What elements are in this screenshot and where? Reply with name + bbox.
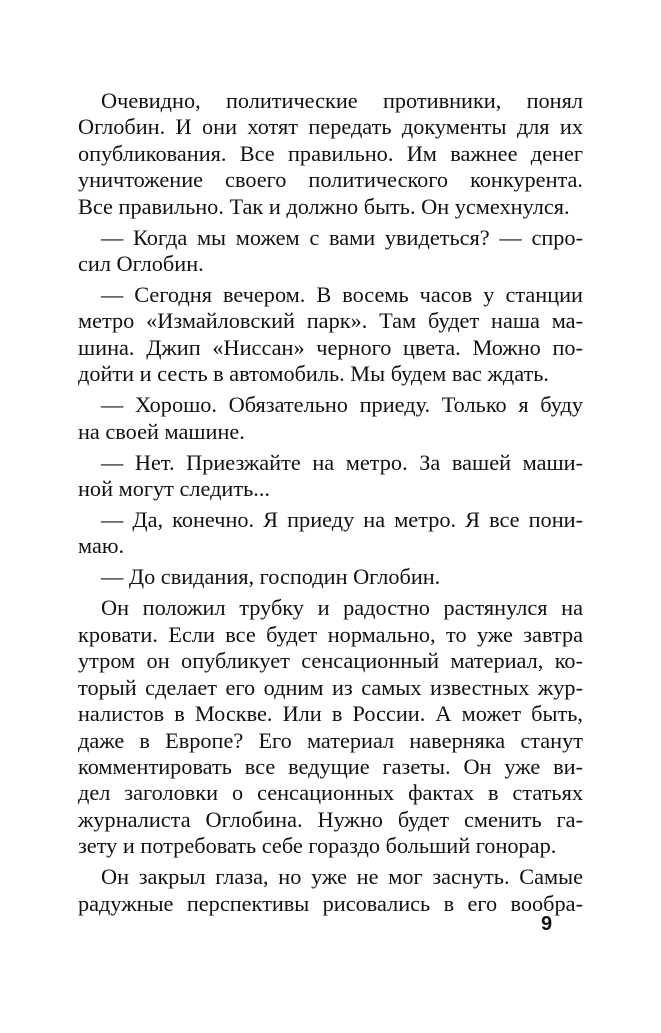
text-line: Оглобин. И они хотят передать документы для их [78, 114, 583, 140]
paragraph [78, 450, 583, 503]
text-line: ной могут следить... [78, 476, 270, 502]
text-line: на своей машине. [78, 418, 245, 444]
paragraph [78, 88, 583, 220]
text-line: уничтожение своего политического конкурента. [78, 167, 583, 193]
text-line: маю. [78, 533, 125, 559]
paragraph [78, 282, 583, 388]
text-line: дел заголовки о сенсационных фактах в статьях [78, 780, 583, 806]
text-line: журналиста Оглобина. Нужно будет сменить га- [78, 806, 583, 832]
text-line: — Хорошо. Обязательно приеду. Только я буду [101, 392, 583, 418]
text-line: зету и потребовать себе гораздо больший гонорар. [78, 833, 557, 859]
text-line: — Нет. Приезжайте на метро. За вашей маши- [101, 449, 583, 475]
text-line: сил Оглобин. [78, 251, 204, 277]
text-line: — Когда мы можем с вами увидеться? — спро- [101, 224, 583, 250]
text-line: опубликования. Все правильно. Им важнее денег [78, 140, 583, 166]
text-line: метро «Измайловский парк». Там будет наша ма- [78, 308, 583, 334]
text-line: — Да, конечно. Я приеду на метро. Я все пони- [101, 507, 583, 533]
text-line: Очевидно, политические противники, понял [101, 88, 583, 113]
text-line: кровати. Если все будет нормально, то уже завтра [78, 621, 583, 647]
page-number: 9 [541, 913, 553, 935]
text-line: Он закрыл глаза, но уже не мог заснуть. Самые [101, 864, 583, 890]
paragraph [78, 392, 583, 445]
text-line: Все правильно. Так и должно быть. Он усмехнулся. [78, 193, 570, 219]
text-line: шина. Джип «Ниссан» черного цвета. Можно по- [78, 334, 583, 360]
paragraph [78, 564, 583, 590]
text-line: дойти и сесть в автомобиль. Мы будем вас ждать. [78, 361, 550, 387]
text-line: даже в Европе? Его материал наверняка станут [78, 727, 583, 753]
text-line: — До свидания, господин Оглобин. [101, 564, 441, 590]
text-line: комментировать все ведущие газеты. Он уже ви- [78, 753, 583, 779]
text-line: — Сегодня вечером. В восемь часов у станции [101, 282, 583, 308]
text-line: налистов в Москве. Или в России. А может быть, [78, 701, 583, 727]
paragraph [78, 507, 583, 560]
text-line: утром он опубликует сенсационный материал, ко- [78, 648, 583, 674]
text-line: торый сделает его одним из самых известных жур- [78, 674, 583, 700]
text-line: радужные перспективы рисовались в его вообра- [78, 890, 583, 916]
paragraph [78, 595, 583, 859]
book-page-text [78, 88, 583, 922]
paragraph [78, 864, 583, 917]
paragraph [78, 225, 583, 278]
text-line: Он положил трубку и радостно растянулся на [101, 595, 583, 621]
